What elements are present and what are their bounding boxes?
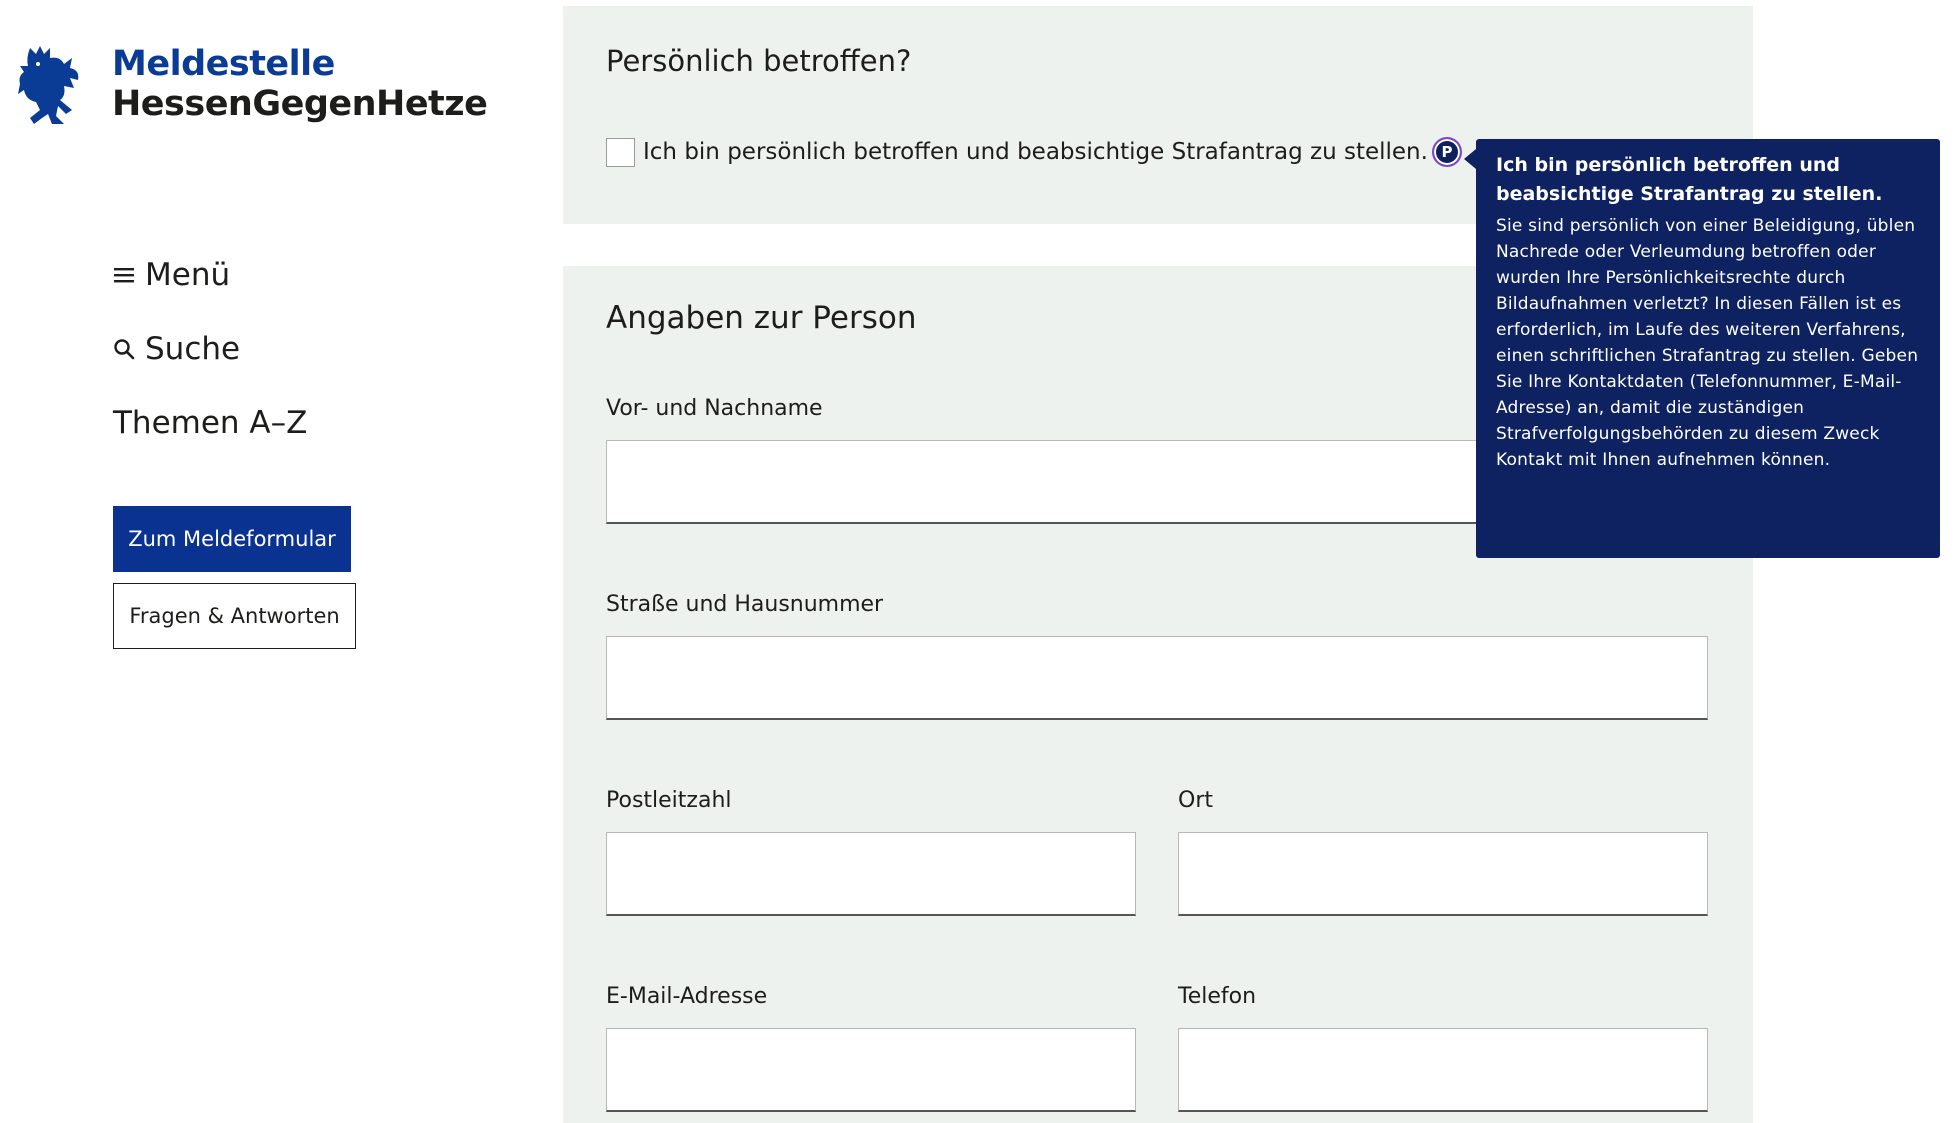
phone-label: Telefon: [1178, 984, 1257, 1009]
phone-input[interactable]: [1178, 1028, 1708, 1112]
search-icon: [113, 338, 135, 360]
report-form-button[interactable]: Zum Meldeformular: [113, 506, 351, 572]
hessen-lion-icon: [16, 44, 88, 126]
tooltip-body: Sie sind persönlich von einer Beleidigung, üblen Nachrede oder Verleumdung betroffen oder wurden Ihre Persönlichkeitsrechte durch Bildaufnahmen verletzt? In diesen Fällen ist es erforderlich, im Laufe des weiteren Verfahrens, einen schriftlichen Strafantrag zu stellen. Geben Sie Ihre Kontaktdaten (Telefonnummer, E-Mail-Adresse) an, damit die zuständigen Strafverfolgungsbehörden zu diesem Zweck Kontakt mit Ihnen aufnehmen können.: [1496, 216, 1919, 470]
city-input[interactable]: [1178, 832, 1708, 916]
email-label: E-Mail-Adresse: [606, 984, 768, 1009]
email-input[interactable]: [606, 1028, 1136, 1112]
street-label: Straße und Hausnummer: [606, 592, 884, 617]
nav-search-label: Suche: [145, 331, 241, 367]
nav-topics[interactable]: [113, 386, 307, 460]
logo-line-1: Meldestelle: [112, 44, 335, 84]
help-tooltip: [1476, 139, 1940, 558]
tooltip-title: Ich bin persönlich betroffen und beabsichtige Strafantrag zu stellen.: [1496, 154, 1883, 205]
logo-line-2: HessenGegenHetze: [112, 84, 488, 124]
affected-checkbox-row: [606, 137, 1462, 167]
affected-checkbox-label[interactable]: Ich bin persönlich betroffen und beabsichtige Strafantrag zu stellen.: [643, 139, 1428, 165]
zip-input[interactable]: [606, 832, 1136, 916]
nav-menu[interactable]: [113, 238, 307, 312]
nav-topics-label: Themen A–Z: [113, 405, 308, 441]
street-input[interactable]: [606, 636, 1708, 720]
nav-search[interactable]: [113, 312, 307, 386]
faq-button[interactable]: Fragen & Antworten: [113, 583, 356, 649]
affected-checkbox[interactable]: [606, 138, 635, 167]
person-section-title: Angaben zur Person: [606, 300, 917, 336]
sidebar-nav: [113, 238, 307, 460]
name-label: Vor- und Nachname: [606, 396, 823, 421]
city-label: Ort: [1178, 788, 1213, 813]
nav-menu-label: Menü: [145, 257, 231, 293]
help-icon[interactable]: P: [1432, 137, 1462, 167]
affected-section-title: Persönlich betroffen?: [606, 44, 912, 78]
site-logo[interactable]: [16, 44, 487, 126]
zip-label: Postleitzahl: [606, 788, 732, 813]
hamburger-menu-icon: [113, 264, 135, 286]
